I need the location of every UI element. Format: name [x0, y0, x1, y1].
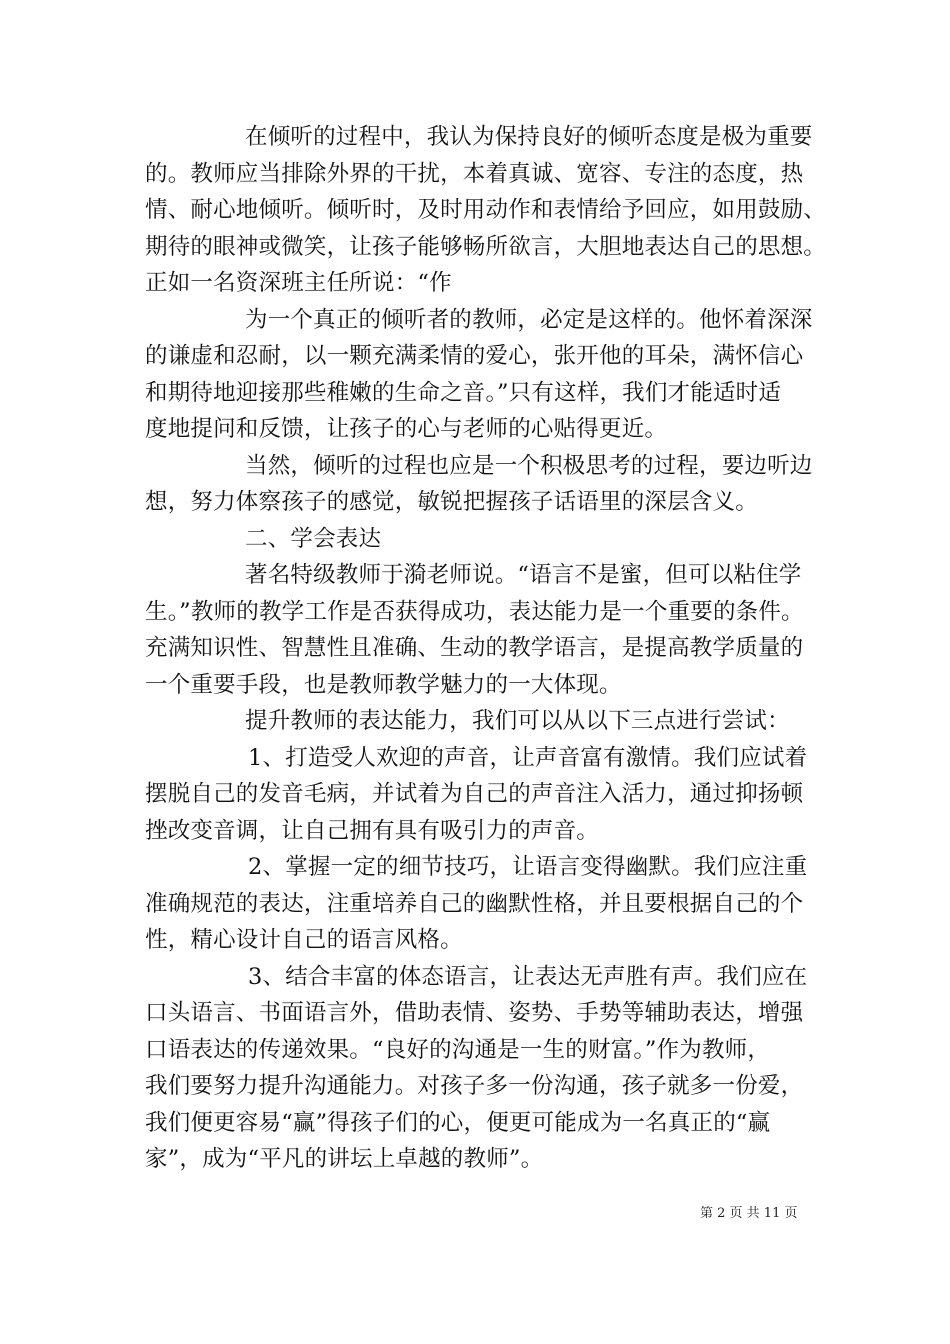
paragraph-line: 正如一名资深班主任所说：“作 — [145, 270, 452, 296]
paragraph-line: 性，精心设计自己的语言风格。 — [145, 927, 463, 953]
paragraph-line: 充满知识性、智慧性且准确、生动的教学语言，是提高教学质量的 — [145, 635, 804, 661]
paragraph-line: 为一个真正的倾听者的教师，必定是这样的。他怀着深深 — [245, 306, 813, 333]
paragraph-line: 口语表达的传递效果。“良好的沟通是一生的财富。”作为教师， — [145, 1036, 771, 1063]
paragraph-line: 和期待地迎接那些稚嫩的生命之音。”只有这样，我们才能适时适 — [145, 379, 782, 406]
paragraph-line: 一个重要手段，也是教师教学魅力的一大体现。 — [145, 671, 622, 698]
paragraph-line: 度地提问和反馈，让孩子的心与老师的心贴得更近。 — [145, 416, 668, 442]
paragraph-line: 我们便更容易“赢”得孩子们的心，便更可能成为一名真正的“赢 — [145, 1109, 771, 1136]
paragraph-line: 的谦虚和忍耐，以一颗充满柔情的爱心，张开他的耳朵，满怀信心 — [145, 343, 804, 369]
paragraph-line: 当然，倾听的过程也应是一个积极思考的过程，要边听边 — [245, 452, 813, 479]
paragraph-line: 提升教师的表达能力，我们可以从以下三点进行尝试： — [245, 708, 790, 734]
paragraph-line: 想，努力体察孩子的感觉，敏锐把握孩子话语里的深层含义。 — [145, 489, 758, 515]
paragraph-line: 的。教师应当排除外界的干扰，本着真诚、宽容、专注的态度，热 — [145, 160, 804, 187]
page-number-footer: 第 2 页 共 11 页 — [700, 1206, 798, 1221]
paragraph-line: 生。”教师的教学工作是否获得成功，表达能力是一个重要的条件。 — [145, 598, 804, 625]
paragraph-line: 在倾听的过程中，我认为保持良好的倾听态度是极为重要 — [245, 124, 813, 150]
paragraph-line: 家”，成为“平凡的讲坛上卓越的教师”。 — [145, 1146, 544, 1172]
list-item-line: 1、打造受人欢迎的声音，让声音富有激情。我们应试着 — [248, 744, 808, 771]
paragraph-line: 著名特级教师于漪老师说。“语言不是蜜，但可以粘住学 — [245, 562, 802, 588]
paragraph-line: 情、耐心地倾听。倾听时，及时用动作和表情给予回应，如用鼓励、 — [145, 197, 827, 223]
list-item-line: 3、结合丰富的体态语言，让表达无声胜有声。我们应在 — [248, 963, 808, 990]
paragraph-line: 口头语言、书面语言外，借助表情、姿势、手势等辅助表达，增强 — [145, 1000, 804, 1026]
paragraph-line: 挫改变音调，让自己拥有具有吸引力的声音。 — [145, 817, 600, 844]
document-body — [145, 119, 833, 1178]
paragraph-line: 期待的眼神或微笑，让孩子能够畅所欲言，大胆地表达自己的思想。 — [145, 233, 827, 260]
list-item-line: 2、掌握一定的细节技巧，让语言变得幽默。我们应注重 — [248, 854, 808, 880]
paragraph-line: 摆脱自己的发音毛病，并试着为自己的声音注入活力，通过抑扬顿 — [145, 781, 804, 807]
paragraph-line: 我们要努力提升沟通能力。对孩子多一份沟通，孩子就多一份爱， — [145, 1073, 804, 1099]
paragraph-line: 准确规范的表达，注重培养自己的幽默性格，并且要根据自己的个 — [145, 890, 804, 917]
section-heading: 二、学会表达 — [245, 525, 382, 552]
